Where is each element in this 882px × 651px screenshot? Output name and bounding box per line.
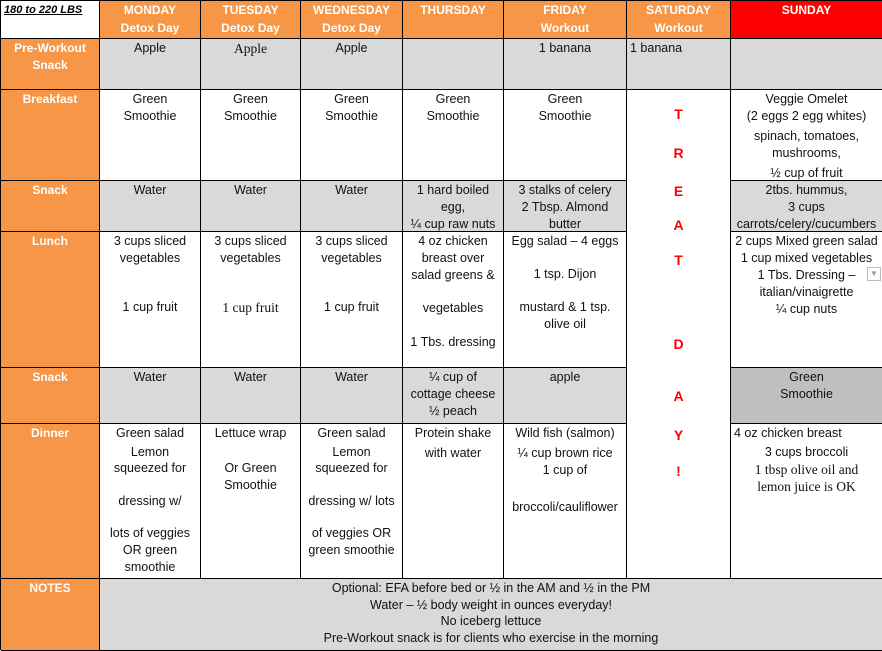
treat-letter: E [673, 183, 684, 199]
cell-preworkout-tuesday: Apple [201, 39, 301, 90]
treat-letter: A [673, 388, 684, 404]
cell-lunch-sunday: 2 cups Mixed green salad 1 cup mixed vegetables 1 Tbs. Dressing – italian/vinaigrette ¼ cup nuts ▼ [731, 232, 882, 368]
treat-letter: Y [673, 427, 684, 443]
cell-dinner-monday: Green salad Lemon squeezed for dressing w/ lots of veggies OR green smoothie [100, 424, 201, 579]
notes-cell: Optional: EFA before bed or ½ in the AM and ½ in the PM Water – ½ body weight in ounces everyday! No iceberg lettuce Pre-Workout snack is for clients who exercise in the morning [100, 579, 882, 651]
header-monday: MONDAY Detox Day [100, 1, 201, 39]
cell-snack1-tuesday: Water [201, 181, 301, 232]
row-label-lunch: Lunch [1, 232, 100, 368]
weight-range-label: 180 to 220 LBS [1, 1, 100, 39]
chevron-down-icon[interactable]: ▼ [867, 267, 881, 281]
treat-letter: T [674, 252, 683, 268]
cell-snack2-thursday: ¼ cup of cottage cheese ½ peach [403, 368, 504, 424]
cell-preworkout-thursday [403, 39, 504, 90]
cell-lunch-tuesday: 3 cups sliced vegetables 1 cup fruit [201, 232, 301, 368]
row-label-dinner: Dinner [1, 424, 100, 579]
cell-lunch-monday: 3 cups sliced vegetables 1 cup fruit [100, 232, 201, 368]
header-thursday: THURSDAY [403, 1, 504, 39]
header-wednesday: WEDNESDAY Detox Day [301, 1, 403, 39]
cell-snack1-monday: Water [100, 181, 201, 232]
treat-letter: T [674, 106, 683, 122]
treat-letter: R [673, 145, 684, 161]
cell-snack2-monday: Water [100, 368, 201, 424]
cell-breakfast-tuesday: Green Smoothie [201, 90, 301, 181]
cell-breakfast-friday: Green Smoothie [504, 90, 627, 181]
cell-preworkout-wednesday: Apple [301, 39, 403, 90]
row-label-snack-morning: Snack [1, 181, 100, 232]
treat-letter: A [673, 217, 684, 233]
cell-snack1-thursday: 1 hard boiled egg, ¼ cup raw nuts [403, 181, 504, 232]
header-friday: FRIDAY Workout [504, 1, 627, 39]
row-label-notes: NOTES [1, 579, 100, 651]
row-label-breakfast: Breakfast [1, 90, 100, 181]
cell-dinner-friday: Wild fish (salmon) ¼ cup brown rice 1 cup of broccoli/cauliflower [504, 424, 627, 579]
row-label-preworkout: Pre-Workout Snack [1, 39, 100, 90]
cell-preworkout-friday: 1 banana [504, 39, 627, 90]
header-saturday: SATURDAY Workout [627, 1, 731, 39]
cell-snack1-sunday: 2tbs. hummus, 3 cups carrots/celery/cucumbers [731, 181, 882, 232]
cell-lunch-thursday: 4 oz chicken breast over salad greens & vegetables 1 Tbs. dressing [403, 232, 504, 368]
cell-dinner-sunday: 4 oz chicken breast 3 cups broccoli 1 tbsp olive oil and lemon juice is OK [731, 424, 882, 579]
cell-snack1-friday: 3 stalks of celery 2 Tbsp. Almond butter [504, 181, 627, 232]
row-label-snack-afternoon: Snack [1, 368, 100, 424]
treat-letter: ! [676, 463, 681, 479]
header-tuesday: TUESDAY Detox Day [201, 1, 301, 39]
cell-snack2-friday: apple [504, 368, 627, 424]
cell-snack1-wednesday: Water [301, 181, 403, 232]
cell-preworkout-saturday: 1 banana [627, 39, 731, 90]
cell-breakfast-sunday: Veggie Omelet (2 eggs 2 egg whites) spinach, tomatoes, mushrooms, ½ cup of fruit [731, 90, 882, 181]
cell-snack2-wednesday: Water [301, 368, 403, 424]
cell-dinner-thursday: Protein shake with water [403, 424, 504, 579]
treat-letter: D [673, 336, 684, 352]
cell-lunch-friday: Egg salad – 4 eggs 1 tsp. Dijon mustard & 1 tsp. olive oil [504, 232, 627, 368]
cell-breakfast-monday: Green Smoothie [100, 90, 201, 181]
cell-dinner-tuesday: Lettuce wrap Or Green Smoothie [201, 424, 301, 579]
treat-day-cell [627, 90, 731, 579]
cell-lunch-wednesday: 3 cups sliced vegetables 1 cup fruit [301, 232, 403, 368]
cell-preworkout-sunday [731, 39, 882, 90]
cell-preworkout-monday: Apple [100, 39, 201, 90]
cell-breakfast-wednesday: Green Smoothie [301, 90, 403, 181]
cell-dinner-wednesday: Green salad Lemon squeezed for dressing w/ lots of veggies OR green smoothie [301, 424, 403, 579]
cell-snack2-sunday: Green Smoothie [731, 368, 882, 424]
header-sunday: SUNDAY [731, 1, 882, 39]
cell-breakfast-thursday: Green Smoothie [403, 90, 504, 181]
cell-snack2-tuesday: Water [201, 368, 301, 424]
